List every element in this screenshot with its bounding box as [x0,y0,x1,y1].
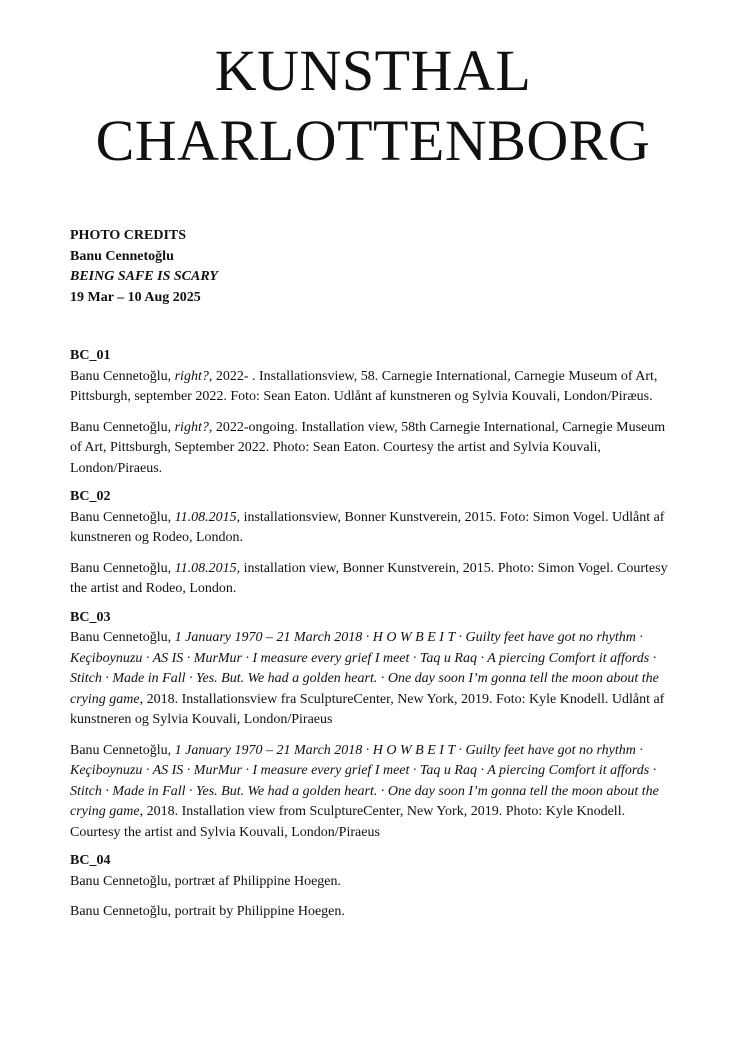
credit-details: , 2018. Installationsview fra SculptureCenter, New York, 2019. Foto: Kyle Knodell. Udlånt af kunstneren og Sylvia Kouvali, London/Piraeus [70,691,665,727]
credit-id: BC_04 [70,853,111,868]
credits-header [70,226,218,308]
credit-work-title: 11.08.2015 [174,560,237,576]
credit-artist: Banu Cennetoğlu, [70,630,175,645]
credit-english [70,741,676,844]
credit-id: BC_02 [70,489,111,504]
credit-work-title: 1 January 1970 – 21 March 2018 · H O W B E I T · Guilty feet have got no rhythm · Keçiboynuzu · AS IS · MurMur · I measure every grief I meet · Taq u Raq · A piercing Comfort it affords · Stitch · Made in Fall · Yes. But. We had a golden heart. · One day soon I’m gonna tell the moon about the crying game [70,742,659,819]
credit-work-title: 1 January 1970 – 21 March 2018 · H O W B E I T · Guilty feet have got no rhythm · Keçiboynuzu · AS IS · MurMur · I measure every grief I meet · Taq u Raq · A piercing Comfort it affords · Stitch · Made in Fall · Yes. But. We had a golden heart. · One day soon I’m gonna tell the moon about the crying game [70,630,659,707]
credit-work-title: 11.08.2015 [174,509,237,525]
credit-details: , 2022-ongoing. Installation view, 58th Carnegie International, Carnegie Museum of Art, Pittsburgh, September 2022. Photo: Sean Eaton. Courtesy the artist and Sylvia Kouvali, London/Piraeus. [70,419,666,476]
credit-danish [70,508,676,549]
credits-label: PHOTO CREDITS [70,228,187,243]
credit-work-title: right? [174,368,209,384]
exhibition-dates: 19 Mar – 10 Aug 2025 [70,289,201,305]
credit-entry [70,346,676,479]
credit-artist: Banu Cennetoğlu, [70,509,175,525]
credits-list [70,346,676,931]
masthead-line-2: CHARLOTTENBORG [95,108,651,173]
credit-id: BC_01 [70,348,111,363]
credit-entry [70,487,676,600]
credit-artist: Banu Cennetoğlu, [70,419,175,435]
credit-danish [70,872,676,893]
credit-english [70,418,676,480]
credit-details: , installation view, Bonner Kunstverein, 2015. Photo: Simon Vogel. Courtesy the artist and Rodeo, London. [70,560,668,596]
credit-details: , 2018. Installation view from SculptureCenter, New York, 2019. Photo: Kyle Knodell. Courtesy the artist and Sylvia Kouvali, London/Piraeus [70,804,626,840]
credit-danish [70,367,676,408]
credit-entry [70,851,676,923]
exhibition-title: BEING SAFE IS SCARY [70,269,218,284]
credit-details: , 2022- . Installationsview, 58. Carnegie International, Carnegie Museum of Art, Pittsburgh, september 2022. Foto: Sean Eaton. Udlånt af kunstneren og Sylvia Kouvali, London/Piræus. [70,368,658,404]
credit-english [70,902,676,923]
masthead-line-1: KUNSTHAL [214,38,532,103]
credit-artist: Banu Cennetoğlu, [70,560,175,576]
credit-artist: Banu Cennetoğlu, [70,368,175,384]
credit-artist: Banu Cennetoğlu, portræt af Philippine Hoegen. [70,873,342,889]
credit-entry [70,608,676,844]
credit-id: BC_03 [70,609,111,625]
credit-danish [70,628,676,731]
credit-artist: Banu Cennetoğlu, [70,742,175,758]
credit-details: , installationsview, Bonner Kunstverein, 2015. Foto: Simon Vogel. Udlånt af kunstneren og Rodeo, London. [70,509,665,545]
credit-work-title: right? [174,419,209,435]
masthead [0,36,746,176]
artist-name: Banu Cennetoğlu [70,248,174,264]
credit-english [70,559,676,600]
credit-artist: Banu Cennetoğlu, portrait by Philippine Hoegen. [70,904,345,919]
